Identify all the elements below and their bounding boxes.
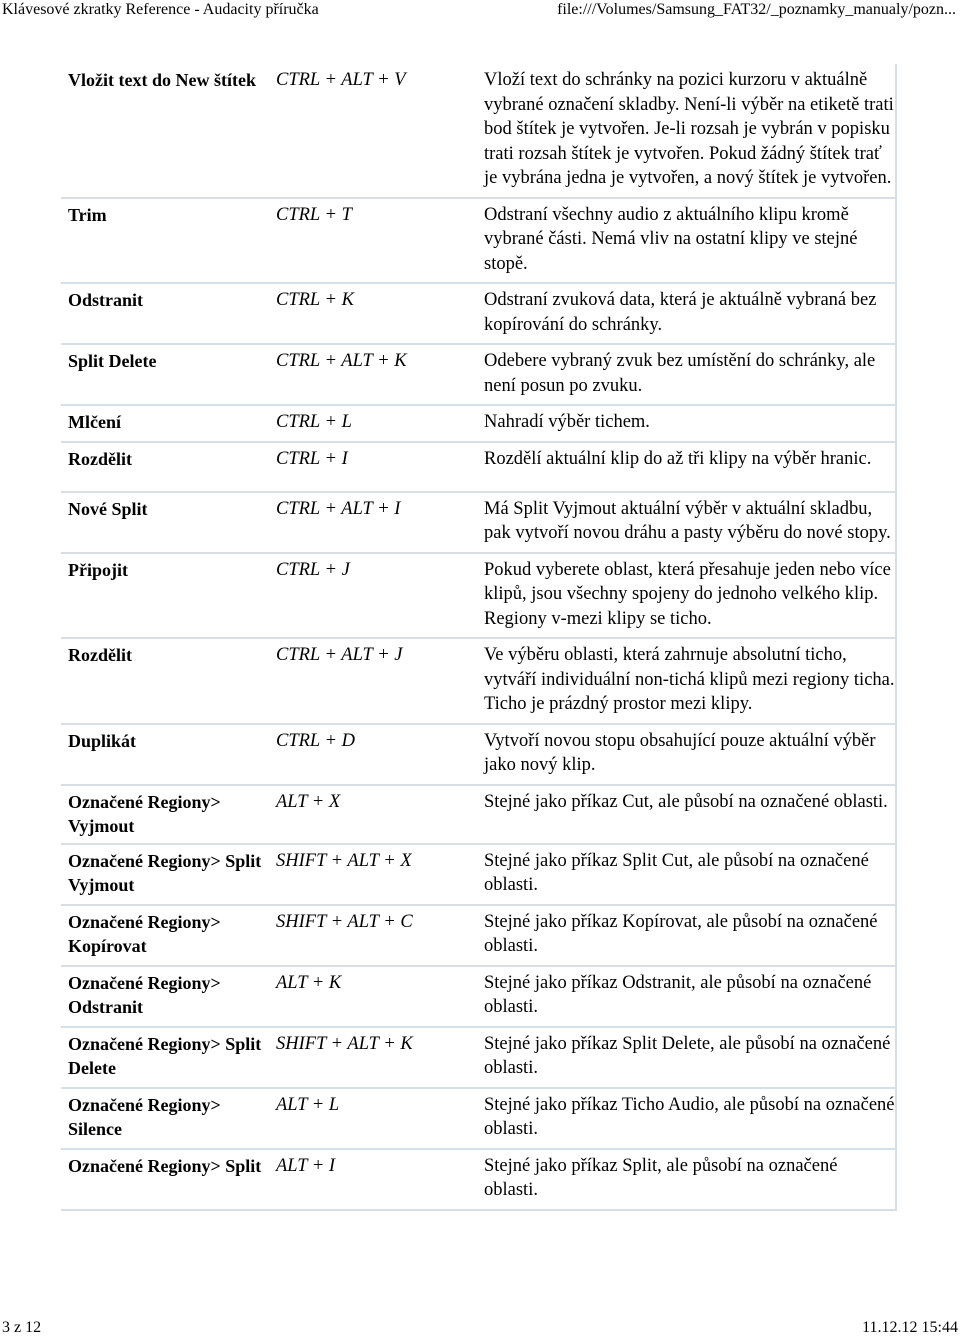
command-name: Nové Split — [68, 498, 148, 519]
table-row — [61, 284, 895, 345]
table-row — [61, 443, 895, 493]
command-name: Rozdělit — [68, 448, 132, 469]
command-description: Pokud vyberete oblast, která přesahuje jeden nebo více klipů, jsou všechny spojeny do jednoho velkého klip. Regiony v-mezi klipy se ticho. — [484, 559, 891, 629]
command-description: Rozdělí aktuální klip do až tři klipy na výběr hranic. — [484, 448, 872, 469]
shortcut-keys: ALT + I — [276, 1155, 336, 1176]
table-row — [61, 786, 895, 845]
table-row — [61, 1150, 895, 1211]
shortcut-keys: CTRL + L — [276, 412, 352, 432]
shortcut-keys: SHIFT + ALT + K — [276, 1033, 413, 1054]
command-description: Vloží text do schránky na pozici kurzoru v aktuálně vybrané označení skladby. Není-li výběr na etiketě trati bod štítek je vytvořen. Je-li rozsah je vybrán v popisku trati rozsah štítek je vytvořen. Pokud žádný štítek trať je vybrána jedna je vytvořen, a nový štítek je vytvořen. — [484, 70, 894, 188]
shortcut-keys: CTRL + I — [276, 448, 348, 469]
command-name: Odstranit — [68, 290, 144, 310]
command-description: Stejné jako příkaz Split Cut, ale působí na označené oblasti. — [484, 850, 869, 895]
shortcut-keys: CTRL + T — [276, 204, 352, 225]
command-description: Odebere vybraný zvuk bez umístění do schránky, ale není posun po zvuku. — [484, 351, 876, 396]
print-header — [0, 0, 960, 22]
page-number: 3 z 12 — [2, 1319, 42, 1336]
command-name: Označené Regiony> Silence — [68, 1094, 221, 1139]
command-name: Rozdělit — [68, 645, 132, 665]
command-name: Označené Regiony> Vyjmout — [68, 791, 221, 836]
command-name: Trim — [68, 204, 107, 225]
command-description: Stejné jako příkaz Odstranit, ale působí na označené oblasti. — [484, 972, 872, 1017]
command-name: Mlčení — [68, 412, 121, 432]
command-name: Označené Regiony> Kopírovat — [68, 911, 221, 956]
print-datetime: 11.12.12 15:44 — [862, 1319, 958, 1336]
command-name: Duplikát — [68, 730, 137, 751]
shortcut-keys: CTRL + J — [276, 559, 350, 580]
shortcut-keys: CTRL + ALT + J — [276, 645, 403, 665]
command-description: Stejné jako příkaz Split Delete, ale působí na označené oblasti. — [484, 1033, 891, 1078]
command-description: Stejné jako příkaz Cut, ale působí na označené oblasti. — [484, 791, 888, 812]
shortcuts-table — [61, 64, 897, 1211]
command-description: Vytvoří novou stopu obsahující pouze aktuální výběr jako nový klip. — [484, 730, 876, 775]
shortcut-keys: ALT + X — [276, 791, 341, 812]
shortcut-keys: ALT + K — [276, 972, 342, 993]
command-description: Nahradí výběr tichem. — [484, 412, 650, 432]
command-name: Označené Regiony> Split — [68, 1155, 262, 1176]
table-row — [61, 906, 895, 967]
table-row — [61, 493, 895, 554]
command-description: Má Split Vyjmout aktuální výběr v aktuální skladbu, pak vytvoří novou dráhu a pasty výběru do nové stopy. — [484, 498, 891, 543]
table-row — [61, 725, 895, 786]
shortcut-keys: SHIFT + ALT + C — [276, 911, 413, 932]
shortcut-keys: SHIFT + ALT + X — [276, 850, 412, 871]
command-name: Split Delete — [68, 351, 157, 371]
shortcut-keys: CTRL + D — [276, 730, 355, 751]
command-name: Připojit — [68, 559, 128, 580]
command-description: Stejné jako příkaz Split, ale působí na označené oblasti. — [484, 1155, 838, 1200]
command-name: Vložit text do New štítek — [68, 70, 256, 90]
command-name: Označené Regiony> Odstranit — [68, 972, 221, 1017]
table-row — [61, 64, 895, 199]
table-row — [61, 554, 895, 640]
command-description: Odstraní všechny audio z aktuálního klipu kromě vybrané části. Nemá vliv na ostatní klipy ve stejné stopě. — [484, 204, 858, 274]
page-url: file:///Volumes/Samsung_FAT32/_poznamky_manualy/pozn... — [557, 1, 956, 18]
table-row — [61, 639, 895, 725]
shortcut-keys: CTRL + ALT + V — [276, 70, 406, 90]
command-name: Označené Regiony> Split Vyjmout — [68, 850, 262, 895]
command-description: Stejné jako příkaz Kopírovat, ale působí na označené oblasti. — [484, 911, 878, 956]
command-description: Ve výběru oblasti, která zahrnuje absolutní ticho, vytváří individuální non-tichá klipů mezi regiony ticha. Ticho je prázdný prostor mezi klipy. — [484, 645, 895, 714]
table-row — [61, 967, 895, 1028]
page-title: Klávesové zkratky Reference - Audacity příručka — [2, 1, 319, 18]
shortcut-keys: CTRL + K — [276, 290, 354, 310]
table-row — [61, 199, 895, 285]
shortcut-keys: CTRL + ALT + K — [276, 351, 407, 371]
table-row — [61, 345, 895, 406]
command-name: Označené Regiony> Split Delete — [68, 1033, 262, 1078]
table-row — [61, 1028, 895, 1089]
table-row — [61, 1089, 895, 1150]
table-row — [61, 845, 895, 906]
shortcut-keys: CTRL + ALT + I — [276, 498, 401, 519]
command-description: Odstraní zvuková data, která je aktuálně vybraná bez kopírování do schránky. — [484, 290, 877, 335]
table-row — [61, 406, 895, 443]
command-description: Stejné jako příkaz Ticho Audio, ale působí na označené oblasti. — [484, 1094, 895, 1139]
print-footer — [0, 1318, 960, 1338]
shortcut-keys: ALT + L — [276, 1094, 340, 1115]
